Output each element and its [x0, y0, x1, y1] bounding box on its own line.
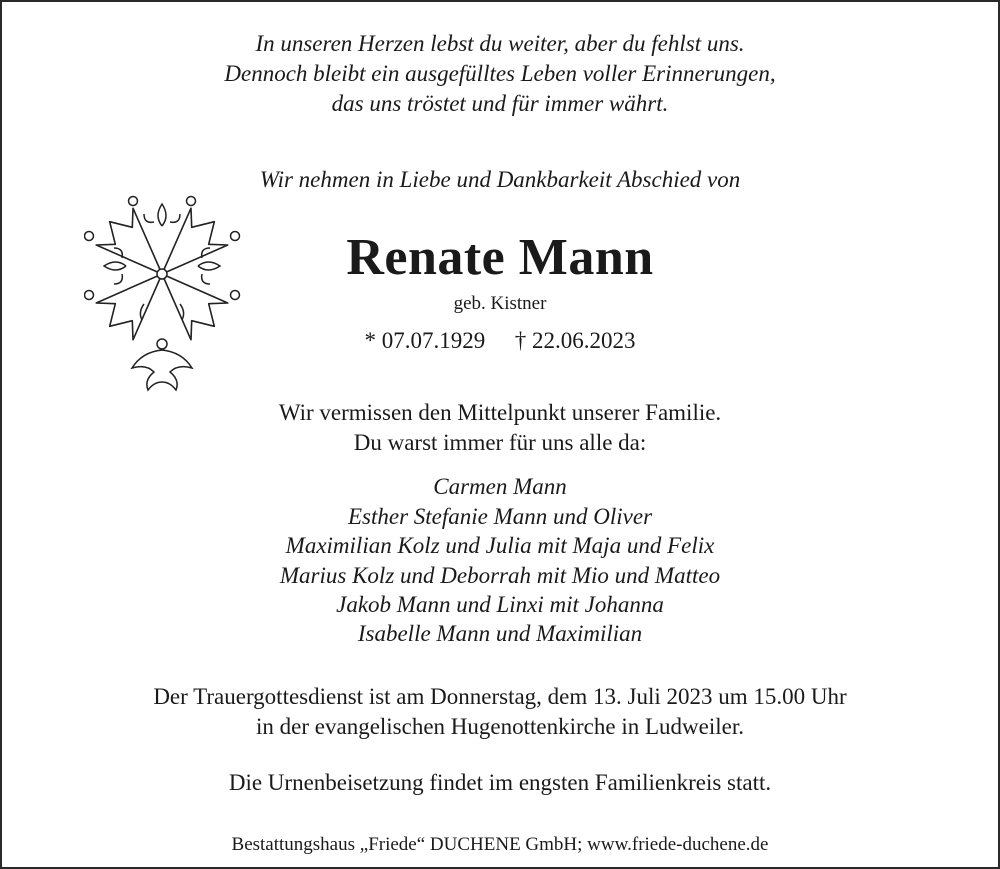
birth-name: geb. Kistner — [453, 293, 547, 314]
service-line-2: in der evangelischen Hugenottenkirche in Ludweiler. — [256, 714, 744, 739]
service-line-1: Der Trauergottesdienst ist am Donnerstag, dem 13. Juli 2023 um 15.00 Uhr — [153, 684, 847, 709]
deceased-name: Renate Mann — [346, 229, 654, 286]
burial-notice: Die Urnenbeisetzung findet im engsten Familienkreis statt. — [228, 770, 772, 795]
tribute-line-1: Wir vermissen den Mittelpunkt unserer Familie. — [278, 400, 722, 425]
life-dates — [2, 328, 998, 354]
mourner-name: Esther Stefanie Mann und Oliver — [347, 504, 653, 529]
mourner-name: Maximilian Kolz und Julia mit Maja und Felix — [285, 533, 715, 558]
mourner-name: Isabelle Mann und Maximilian — [357, 621, 643, 646]
death-date: † 22.06.2023 — [514, 328, 636, 353]
mourner-name: Marius Kolz und Deborrah mit Mio und Matteo — [279, 563, 721, 588]
mourner-name: Jakob Mann und Linxi mit Johanna — [336, 592, 664, 617]
mourner-name: Carmen Mann — [433, 474, 567, 499]
verse-line-3: das uns tröstet und für immer währt. — [331, 91, 669, 116]
verse-line-1: In unseren Herzen lebst du weiter, aber du fehlst uns. — [255, 31, 745, 56]
verse-line-2: Dennoch bleibt ein ausgefülltes Leben voller Erinnerungen, — [224, 61, 776, 86]
birth-date: * 07.07.1929 — [364, 328, 486, 353]
farewell-intro: Wir nehmen in Liebe und Dankbarkeit Abschied von — [259, 167, 741, 192]
funeral-home-footer: Bestattungshaus „Friede“ DUCHENE GmbH; www.friede-duchene.de — [231, 834, 769, 855]
tribute-line-2: Du warst immer für uns alle da: — [353, 430, 647, 455]
